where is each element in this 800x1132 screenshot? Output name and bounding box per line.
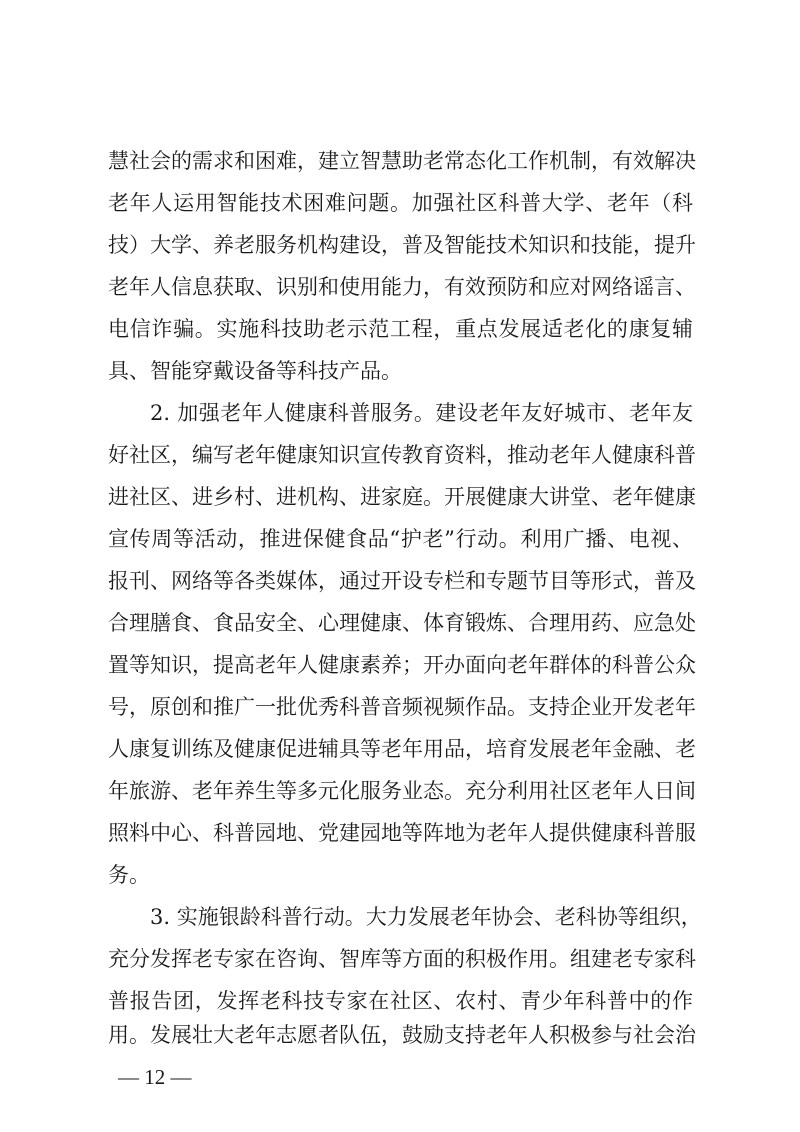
- text-line: 充分发挥老专家在咨询、智库等方面的积极作用。组建老专家科: [108, 947, 696, 971]
- text-line: 务。: [108, 863, 150, 887]
- text-line: 老年人信息获取、识别和使用能力，有效预防和应对网络谣言、: [108, 275, 696, 299]
- paragraph-2-start: 2. 加强老年人健康科普服务。建设老年友好城市、老年友: [150, 401, 693, 425]
- paragraph-3-start: 3. 实施银龄科普行动。大力发展老年协会、老科协等组织，: [150, 905, 702, 929]
- page-number: — 12 —: [118, 1065, 192, 1089]
- text-line: 置等知识，提高老年人健康素养；开办面向老年群体的科普公众: [108, 653, 696, 677]
- text-line: 好社区，编写老年健康知识宣传教育资料，推动老年人健康科普: [108, 443, 696, 467]
- text-line: 年旅游、老年养生等多元化服务业态。充分利用社区老年人日间: [108, 779, 696, 803]
- text-line: 慧社会的需求和困难，建立智慧助老常态化工作机制，有效解决: [108, 149, 696, 173]
- text-line: 电信诈骗。实施科技助老示范工程，重点发展适老化的康复辅: [108, 317, 693, 341]
- text-line: 用。发展壮大老年志愿者队伍，鼓励支持老年人积极参与社会治: [108, 1023, 696, 1047]
- text-line: 技）大学、养老服务机构建设，普及智能技术知识和技能，提升: [108, 233, 696, 257]
- text-line: 人康复训练及健康促进辅具等老年用品，培育发展老年金融、老: [108, 737, 696, 761]
- text-line: 进社区、进乡村、进机构、进家庭。开展健康大讲堂、老年健康: [108, 485, 696, 509]
- text-line: 报刊、网络等各类媒体，通过开设专栏和专题节目等形式，普及: [108, 569, 696, 593]
- text-line: 普报告团，发挥老科技专家在社区、农村、青少年科普中的作: [108, 989, 693, 1013]
- text-line: 老年人运用智能技术困难问题。加强社区科普大学、老年（科: [108, 191, 693, 215]
- text-line: 合理膳食、食品安全、心理健康、体育锻炼、合理用药、应急处: [108, 611, 696, 635]
- text-line: 号，原创和推广一批优秀科普音频视频作品。支持企业开发老年: [108, 695, 696, 719]
- text-line: 照料中心、科普园地、党建园地等阵地为老年人提供健康科普服: [108, 821, 696, 845]
- text-line: 具、智能穿戴设备等科技产品。: [108, 359, 402, 383]
- text-line: 宣传周等活动，推进保健食品“护老”行动。利用广播、电视、: [108, 527, 693, 551]
